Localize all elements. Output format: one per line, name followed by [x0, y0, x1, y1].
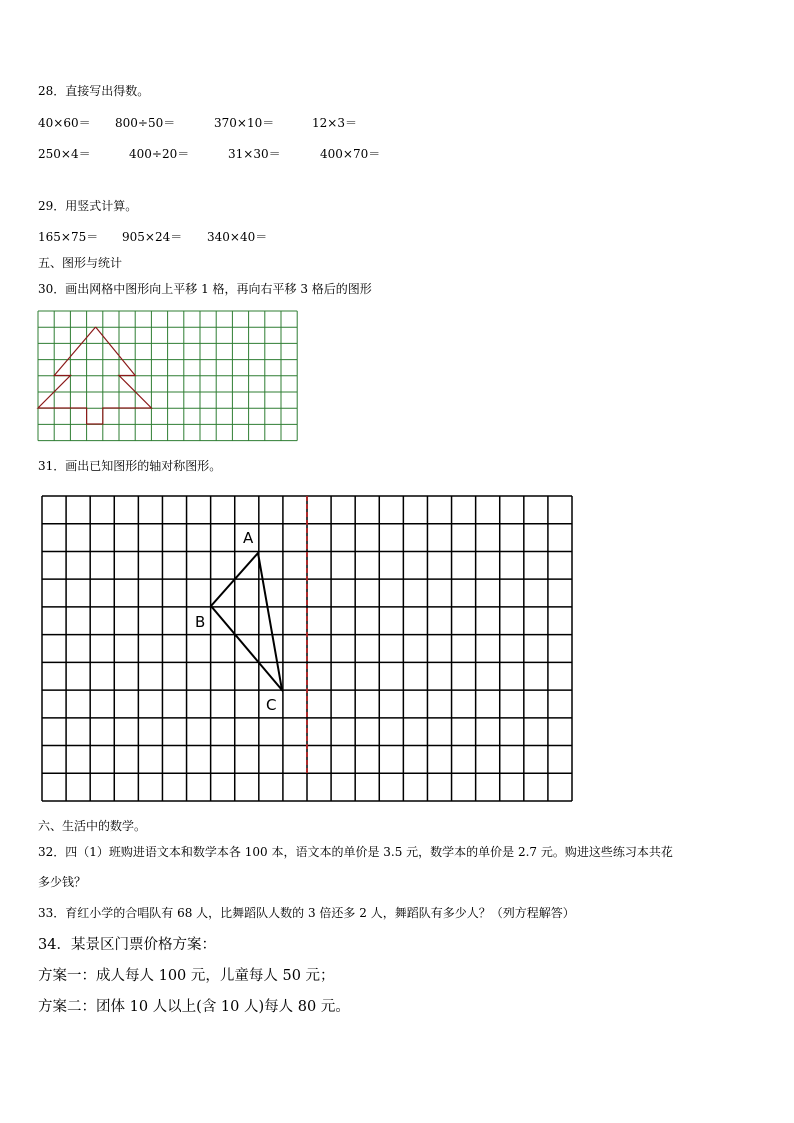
q29-expr-2: 905×24＝ — [122, 230, 183, 244]
q28-expr-7: 31×30＝ — [228, 147, 281, 161]
q32-line-1: 32．四（1）班购进语文本和数学本各 100 本，语文本的单价是 3.5 元，数学本的单价是 2.7 元。购进这些练习本共花 — [38, 845, 673, 859]
q29-expr-3: 340×40＝ — [207, 230, 268, 244]
label-b: B — [195, 613, 206, 631]
q28-expr-5: 250×4＝ — [38, 147, 91, 161]
q28-title: 28．直接写出得数。 — [38, 84, 150, 98]
section-5-heading: 五、图形与统计 — [38, 256, 123, 270]
grid30-lines — [38, 311, 297, 441]
q34-title: 34．某景区门票价格方案： — [38, 937, 216, 953]
q28-expr-1: 40×60＝ — [38, 116, 91, 130]
symmetry-grid[interactable] — [42, 496, 576, 802]
label-c: C — [266, 696, 277, 714]
triangle-abc — [211, 553, 282, 690]
section-6-heading: 六、生活中的数学。 — [38, 819, 147, 833]
q32-line-2: 多少钱？ — [38, 875, 87, 889]
q34-plan-1: 方案一：成人每人 100 元，儿童每人 50 元； — [38, 968, 335, 984]
translation-grid[interactable] — [38, 311, 300, 443]
q28-expr-4: 12×3＝ — [312, 116, 357, 130]
q34-plan-2: 方案二：团体 10 人以上(含 10 人)每人 80 元。 — [38, 999, 350, 1015]
q30-title: 30．画出网格中图形向上平移 1 格，再向右平移 3 格后的图形 — [38, 282, 372, 296]
q28-expr-8: 400×70＝ — [320, 147, 381, 161]
q28-expr-6: 400÷20＝ — [129, 147, 190, 161]
q29-expr-1: 165×75＝ — [38, 230, 99, 244]
q28-expr-3: 370×10＝ — [214, 116, 275, 130]
q29-title: 29．用竖式计算。 — [38, 199, 138, 213]
q31-title: 31．画出已知图形的轴对称图形。 — [38, 459, 222, 473]
label-a: A — [243, 529, 254, 547]
q33-text: 33．育红小学的合唱队有 68 人，比舞蹈队人数的 3 倍还多 2 人，舞蹈队有多少人？（列方程解答） — [38, 906, 575, 920]
q28-expr-2: 800÷50＝ — [115, 116, 176, 130]
